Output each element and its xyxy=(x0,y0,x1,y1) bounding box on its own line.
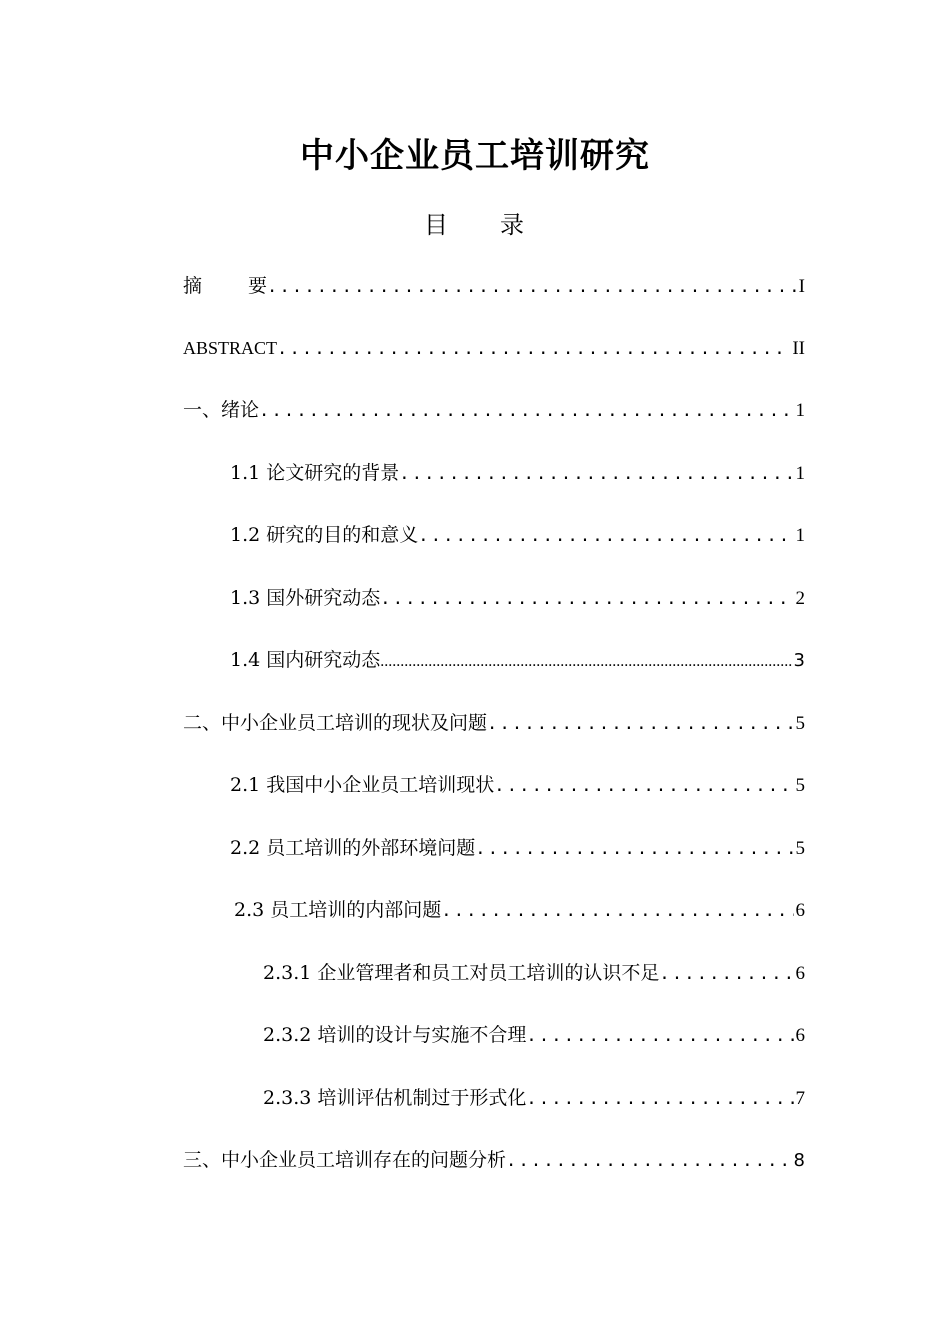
toc-entry-1-1[interactable] xyxy=(230,458,805,488)
toc-entry-label: 2.1 我国中小企业员工培训现状 xyxy=(230,774,495,796)
toc-leader-dots xyxy=(441,896,793,926)
toc-entry-chapter-2[interactable] xyxy=(183,708,805,738)
toc-page-number: 6 xyxy=(795,900,805,921)
toc-page-number: 7 xyxy=(795,1088,805,1109)
toc-leader-dots xyxy=(506,1146,792,1176)
toc-entry-label: 2.3.2 培训的设计与实施不合理 xyxy=(263,1024,527,1046)
toc-page-number: 6 xyxy=(795,1025,805,1046)
toc-entry-1-4[interactable] xyxy=(230,645,805,675)
toc-page-number: 1 xyxy=(795,525,805,546)
toc-entry-label: 2.3.3 培训评估机制过于形式化 xyxy=(263,1087,527,1109)
toc-leader-dots xyxy=(380,647,791,677)
toc-entry-1-2[interactable] xyxy=(230,520,805,550)
toc-page-number: 1 xyxy=(795,463,805,484)
toc-page-number: II xyxy=(792,338,805,359)
toc-page-number: 5 xyxy=(795,713,805,734)
toc-leader-dots xyxy=(259,396,793,426)
toc-page-number: 1 xyxy=(795,400,805,421)
toc-leader-dots xyxy=(526,1021,793,1051)
toc-page-number: 6 xyxy=(795,963,805,984)
toc-entry-label: 1.3 国外研究动态 xyxy=(230,587,381,609)
toc-entry-2-1[interactable] xyxy=(230,770,805,800)
toc-page-number: 8 xyxy=(793,1150,805,1171)
toc-entry-chapter-1[interactable] xyxy=(183,395,805,425)
toc-entry-label: 2.3 员工培训的内部问题 xyxy=(234,899,442,921)
toc-page-number: 5 xyxy=(795,775,805,796)
toc-entry-label: 摘 要 xyxy=(183,275,268,297)
toc-entry-label: 二、中小企业员工培训的现状及问题 xyxy=(183,712,488,734)
document-title: 中小企业员工培训研究 xyxy=(300,136,650,176)
toc-entry-chapter-3[interactable] xyxy=(183,1145,805,1175)
toc-page-number: 2 xyxy=(795,588,805,609)
toc-heading xyxy=(0,205,950,240)
toc-page-number: 3 xyxy=(793,650,805,671)
toc-leader-dots xyxy=(380,584,793,614)
toc-leader-dots xyxy=(418,521,793,551)
toc-entry-abstract-en[interactable] xyxy=(183,333,805,363)
toc-leader-dots xyxy=(494,771,793,801)
toc-entry-label: 2.3.1 企业管理者和员工对员工培训的认识不足 xyxy=(263,962,660,984)
toc-heading-left: 目 xyxy=(424,211,450,239)
toc-leader-dots xyxy=(487,709,793,739)
toc-heading-right: 录 xyxy=(500,211,526,239)
toc-entry-label: 三、中小企业员工培训存在的问题分析 xyxy=(183,1149,507,1171)
toc-entry-2-3[interactable] xyxy=(234,895,805,925)
toc-entry-2-2[interactable] xyxy=(230,833,805,863)
toc-entry-label: 1.4 国内研究动态 xyxy=(230,649,381,671)
toc-entry-label: 1.1 论文研究的背景 xyxy=(230,462,400,484)
toc-leader-dots xyxy=(277,334,790,364)
toc-leader-dots xyxy=(475,834,793,864)
toc-entry-2-3-3[interactable] xyxy=(263,1083,805,1113)
toc-leader-dots xyxy=(399,459,793,489)
toc-entry-2-3-1[interactable] xyxy=(263,958,805,988)
toc-entry-label: 1.2 研究的目的和意义 xyxy=(230,524,419,546)
toc-page-number: 5 xyxy=(795,838,805,859)
toc-leader-dots xyxy=(526,1084,793,1114)
toc-leader-dots xyxy=(659,959,793,989)
toc-entry-label: 一、绪论 xyxy=(183,399,260,421)
toc-entry-abstract-cn[interactable] xyxy=(183,271,805,301)
toc-entry-1-3[interactable] xyxy=(230,583,805,613)
toc-entry-label: ABSTRACT xyxy=(183,338,278,358)
toc-page-number: I xyxy=(798,276,805,297)
toc-entry-label: 2.2 员工培训的外部环境问题 xyxy=(230,837,476,859)
toc-entry-2-3-2[interactable] xyxy=(263,1020,805,1050)
toc-leader-dots xyxy=(267,272,797,302)
